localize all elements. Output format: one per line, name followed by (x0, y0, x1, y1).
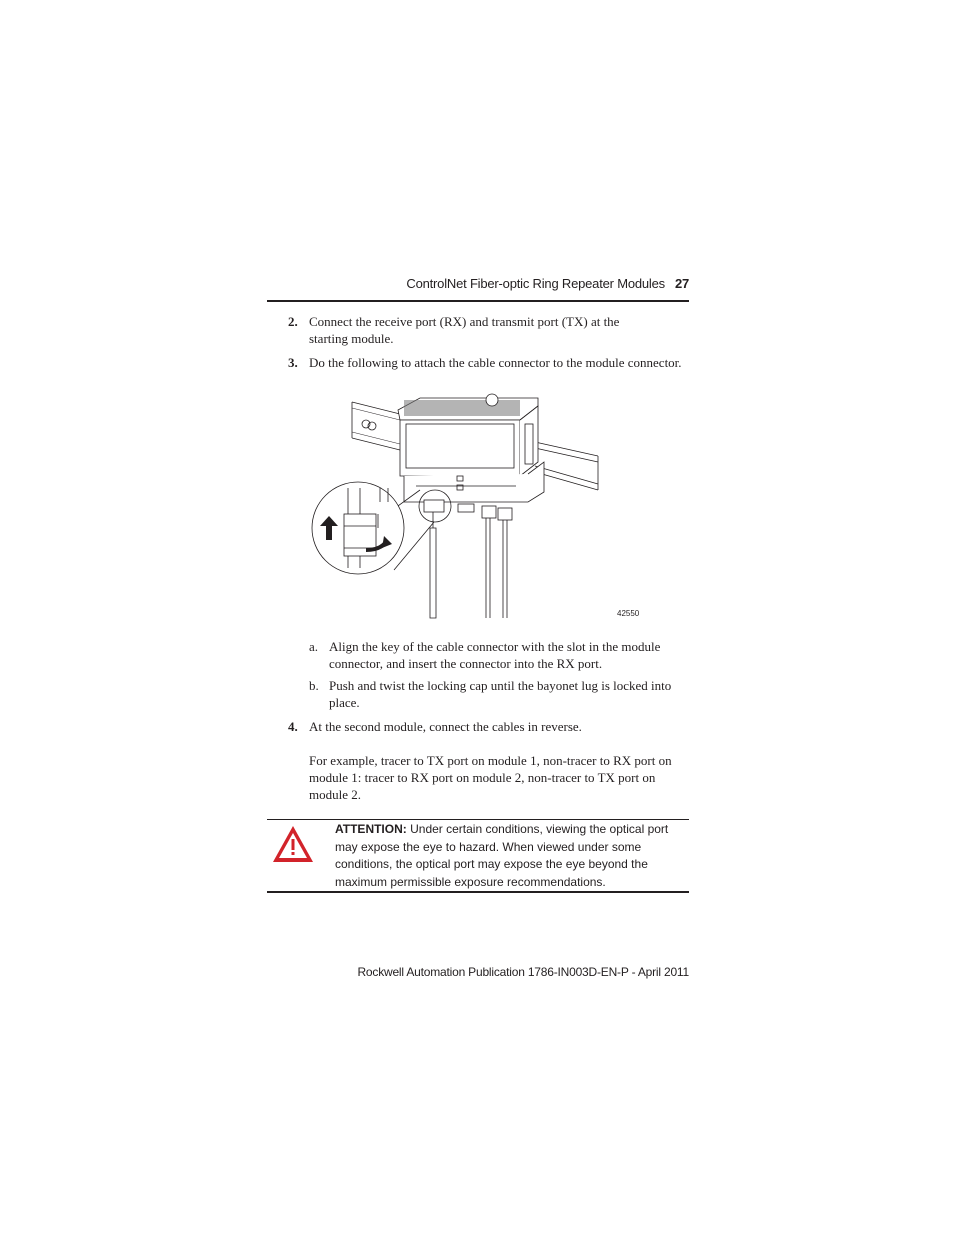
step-2 (288, 313, 690, 347)
substep-letter: b. (309, 678, 319, 693)
step-text: Do the following to attach the cable connector to the module connector. (309, 355, 682, 370)
step-number: 2. (288, 314, 298, 329)
step-3 (288, 354, 690, 371)
header-rule (267, 300, 689, 302)
rail-clip-icon (362, 420, 376, 430)
step-4 (288, 718, 690, 735)
step-text: At the second module, connect the cables in reverse. (309, 719, 582, 734)
substep-letter: a. (309, 639, 319, 654)
figure-number: 42550 (617, 609, 640, 618)
running-header (267, 274, 689, 300)
step-text: Connect the receive port (RX) and transmit port (TX) at the starting module. (309, 314, 620, 346)
attention-text: Under certain conditions, viewing the optical port may expose the eye to hazard. When viewed under some conditions, the optical port may expose the eye beyond the maximum permissible exposure recommendations. (335, 822, 669, 889)
substep-text: Push and twist the locking cap until the bayonet lug is locked into place. (329, 678, 672, 710)
substep-b (309, 677, 689, 711)
attention-label: ATTENTION: (335, 822, 407, 836)
page-footer: Rockwell Automation Publication 1786-IN003D-EN-P - April 2011 (357, 965, 689, 979)
attention-top-rule (267, 819, 689, 820)
header-title: ControlNet Fiber-optic Ring Repeater Modules (406, 276, 665, 291)
substep-a (309, 638, 689, 672)
example-paragraph: For example, tracer to TX port on module 1, non-tracer to RX port on module 1: tracer to RX port on module 2, non-tracer to TX port on module 2. (309, 753, 672, 802)
step-number: 4. (288, 719, 298, 734)
page-number: 27 (674, 276, 689, 291)
attention-notice (335, 821, 685, 891)
substep-text: Align the key of the cable connector with the slot in the module connector, and insert the connector into the RX port. (329, 639, 661, 671)
connector-illustration (300, 378, 650, 628)
attention-bottom-rule (267, 891, 689, 893)
step-number: 3. (288, 355, 298, 370)
warning-triangle-icon (271, 824, 315, 864)
